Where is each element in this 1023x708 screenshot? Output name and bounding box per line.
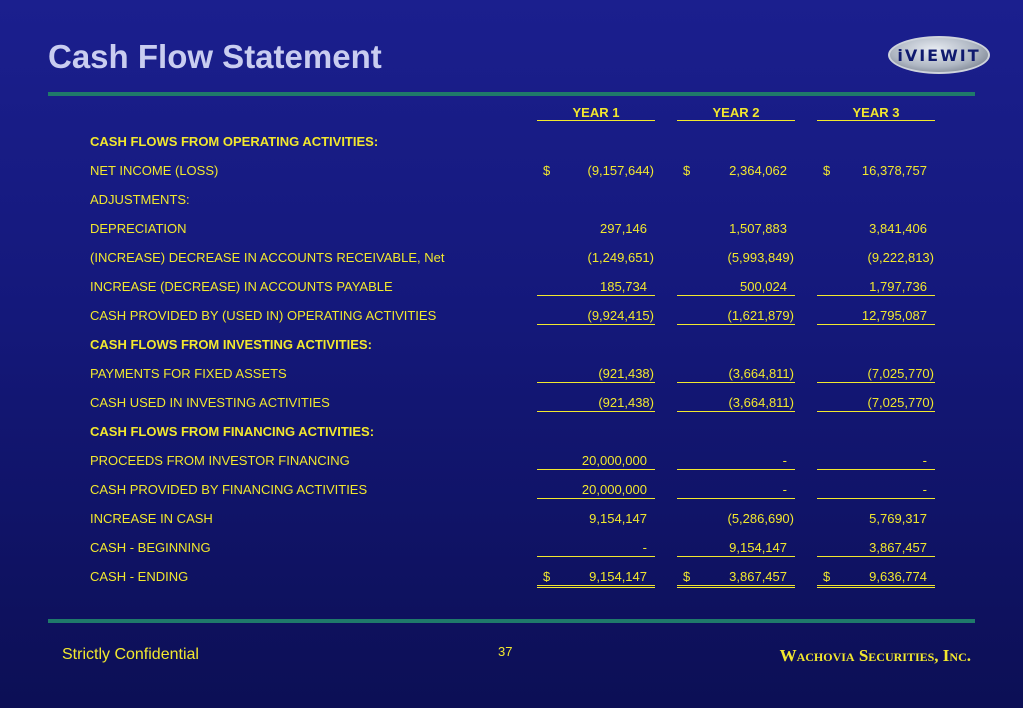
value-cell — [537, 511, 655, 527]
table-row — [0, 248, 1023, 268]
cell-value: 9,154,147 — [589, 511, 647, 526]
row-label: DEPRECIATION — [90, 221, 187, 236]
table-row — [0, 422, 1023, 442]
column-header: YEAR 3 — [817, 105, 935, 121]
cell-value: - — [642, 540, 647, 555]
table-row — [0, 509, 1023, 529]
cell-value: 1,797,736 — [869, 279, 927, 294]
iviewit-logo — [888, 36, 990, 74]
cell-value: (1,621,879) — [727, 308, 794, 323]
value-cell — [817, 221, 935, 237]
cell-value: (9,222,813) — [867, 250, 934, 265]
value-cell — [537, 482, 655, 499]
value-cell — [817, 163, 935, 179]
row-label: INCREASE (DECREASE) IN ACCOUNTS PAYABLE — [90, 279, 393, 294]
row-label: CASH FLOWS FROM INVESTING ACTIVITIES: — [90, 337, 372, 352]
table-row — [0, 480, 1023, 500]
row-label: CASH - BEGINNING — [90, 540, 211, 555]
table-row — [0, 364, 1023, 384]
logo-text: iVIEWIT — [897, 45, 981, 65]
cell-value: (3,664,811) — [728, 366, 794, 381]
table-row — [0, 306, 1023, 326]
cell-value: 16,378,757 — [861, 163, 927, 178]
table-row — [0, 451, 1023, 471]
cell-value: (5,286,690) — [727, 511, 794, 526]
dollar-sign: $ — [683, 163, 691, 178]
cell-value: 185,734 — [600, 279, 647, 294]
table-row — [0, 132, 1023, 152]
value-cell — [537, 395, 655, 412]
value-cell — [817, 279, 935, 296]
value-cell — [817, 366, 935, 383]
value-cell — [537, 221, 655, 237]
cell-value: 3,867,457 — [729, 569, 787, 584]
row-label: ADJUSTMENTS: — [90, 192, 190, 207]
cell-value: 5,769,317 — [869, 511, 927, 526]
value-cell — [817, 569, 935, 588]
value-cell — [677, 221, 795, 237]
confidential-label: Strictly Confidential — [62, 646, 199, 663]
value-cell — [817, 540, 935, 557]
value-cell — [817, 453, 935, 470]
cell-value: (7,025,770) — [867, 395, 934, 410]
cell-value: 9,154,147 — [729, 540, 787, 555]
table-row — [0, 277, 1023, 297]
top-divider — [48, 92, 975, 96]
cell-value: - — [782, 453, 787, 468]
value-cell — [677, 569, 795, 588]
cell-value: - — [922, 453, 927, 468]
value-cell — [537, 569, 655, 588]
value-cell — [677, 511, 795, 527]
table-row — [0, 219, 1023, 239]
value-cell — [677, 482, 795, 499]
cell-value: - — [782, 482, 787, 497]
column-header-row — [0, 103, 1023, 123]
slide-title: Cash Flow Statement — [48, 38, 382, 75]
cell-value: (9,924,415) — [587, 308, 654, 323]
value-cell — [817, 395, 935, 412]
cell-value: 12,795,087 — [861, 308, 927, 323]
value-cell — [537, 163, 655, 179]
cell-value: - — [922, 482, 927, 497]
row-label: CASH PROVIDED BY FINANCING ACTIVITIES — [90, 482, 368, 497]
cell-value: 297,146 — [600, 221, 647, 236]
cell-value: 500,024 — [740, 279, 787, 294]
value-cell — [537, 308, 655, 325]
dollar-sign: $ — [543, 163, 551, 178]
dollar-sign: $ — [823, 163, 831, 178]
row-label: CASH FLOWS FROM FINANCING ACTIVITIES: — [90, 424, 375, 439]
table-row — [0, 190, 1023, 210]
column-header: YEAR 2 — [677, 105, 795, 121]
dollar-sign: $ — [683, 569, 691, 584]
table-row — [0, 538, 1023, 558]
row-label: CASH USED IN INVESTING ACTIVITIES — [90, 395, 330, 410]
cell-value: 20,000,000 — [581, 482, 647, 497]
value-cell — [817, 250, 935, 266]
column-header: YEAR 1 — [537, 105, 655, 121]
cell-value: 9,154,147 — [589, 569, 647, 584]
cell-value: 20,000,000 — [581, 453, 647, 468]
cell-value: (7,025,770) — [867, 366, 934, 381]
row-label: CASH FLOWS FROM OPERATING ACTIVITIES: — [90, 134, 379, 149]
row-label: CASH - ENDING — [90, 569, 189, 584]
cell-value: 1,507,883 — [729, 221, 787, 236]
row-label: PAYMENTS FOR FIXED ASSETS — [90, 366, 287, 381]
page-number: 37 — [498, 644, 513, 659]
row-label: PROCEEDS FROM INVESTOR FINANCING — [90, 453, 350, 468]
table-row — [0, 161, 1023, 181]
cell-value: (921,438) — [598, 366, 654, 381]
row-label: NET INCOME (LOSS) — [90, 163, 219, 178]
table-row — [0, 335, 1023, 355]
value-cell — [537, 279, 655, 296]
cell-value: (9,157,644) — [587, 163, 654, 178]
value-cell — [677, 366, 795, 383]
value-cell — [677, 453, 795, 470]
cell-value: (1,249,651) — [587, 250, 654, 265]
table-row — [0, 567, 1023, 587]
value-cell — [677, 395, 795, 412]
value-cell — [677, 163, 795, 179]
dollar-sign: $ — [823, 569, 831, 584]
dollar-sign: $ — [543, 569, 551, 584]
row-label: CASH PROVIDED BY (USED IN) OPERATING ACTIVITIES — [90, 308, 437, 323]
value-cell — [817, 511, 935, 527]
cell-value: 2,364,062 — [729, 163, 787, 178]
row-label: INCREASE IN CASH — [90, 511, 213, 526]
company-name: Wachovia Securities, Inc. — [779, 646, 971, 665]
bottom-divider — [48, 619, 975, 623]
value-cell — [537, 540, 655, 557]
value-cell — [677, 308, 795, 325]
cell-value: 3,867,457 — [869, 540, 927, 555]
value-cell — [537, 250, 655, 266]
table-row — [0, 393, 1023, 413]
value-cell — [817, 308, 935, 325]
cell-value: (5,993,849) — [727, 250, 794, 265]
value-cell — [817, 482, 935, 499]
cell-value: (921,438) — [598, 395, 654, 410]
cell-value: 3,841,406 — [869, 221, 927, 236]
cell-value: (3,664,811) — [728, 395, 794, 410]
value-cell — [677, 279, 795, 296]
value-cell — [677, 250, 795, 266]
value-cell — [677, 540, 795, 557]
row-label: (INCREASE) DECREASE IN ACCOUNTS RECEIVABLE, Net — [90, 250, 445, 265]
value-cell — [537, 366, 655, 383]
cell-value: 9,636,774 — [869, 569, 927, 584]
value-cell — [537, 453, 655, 470]
